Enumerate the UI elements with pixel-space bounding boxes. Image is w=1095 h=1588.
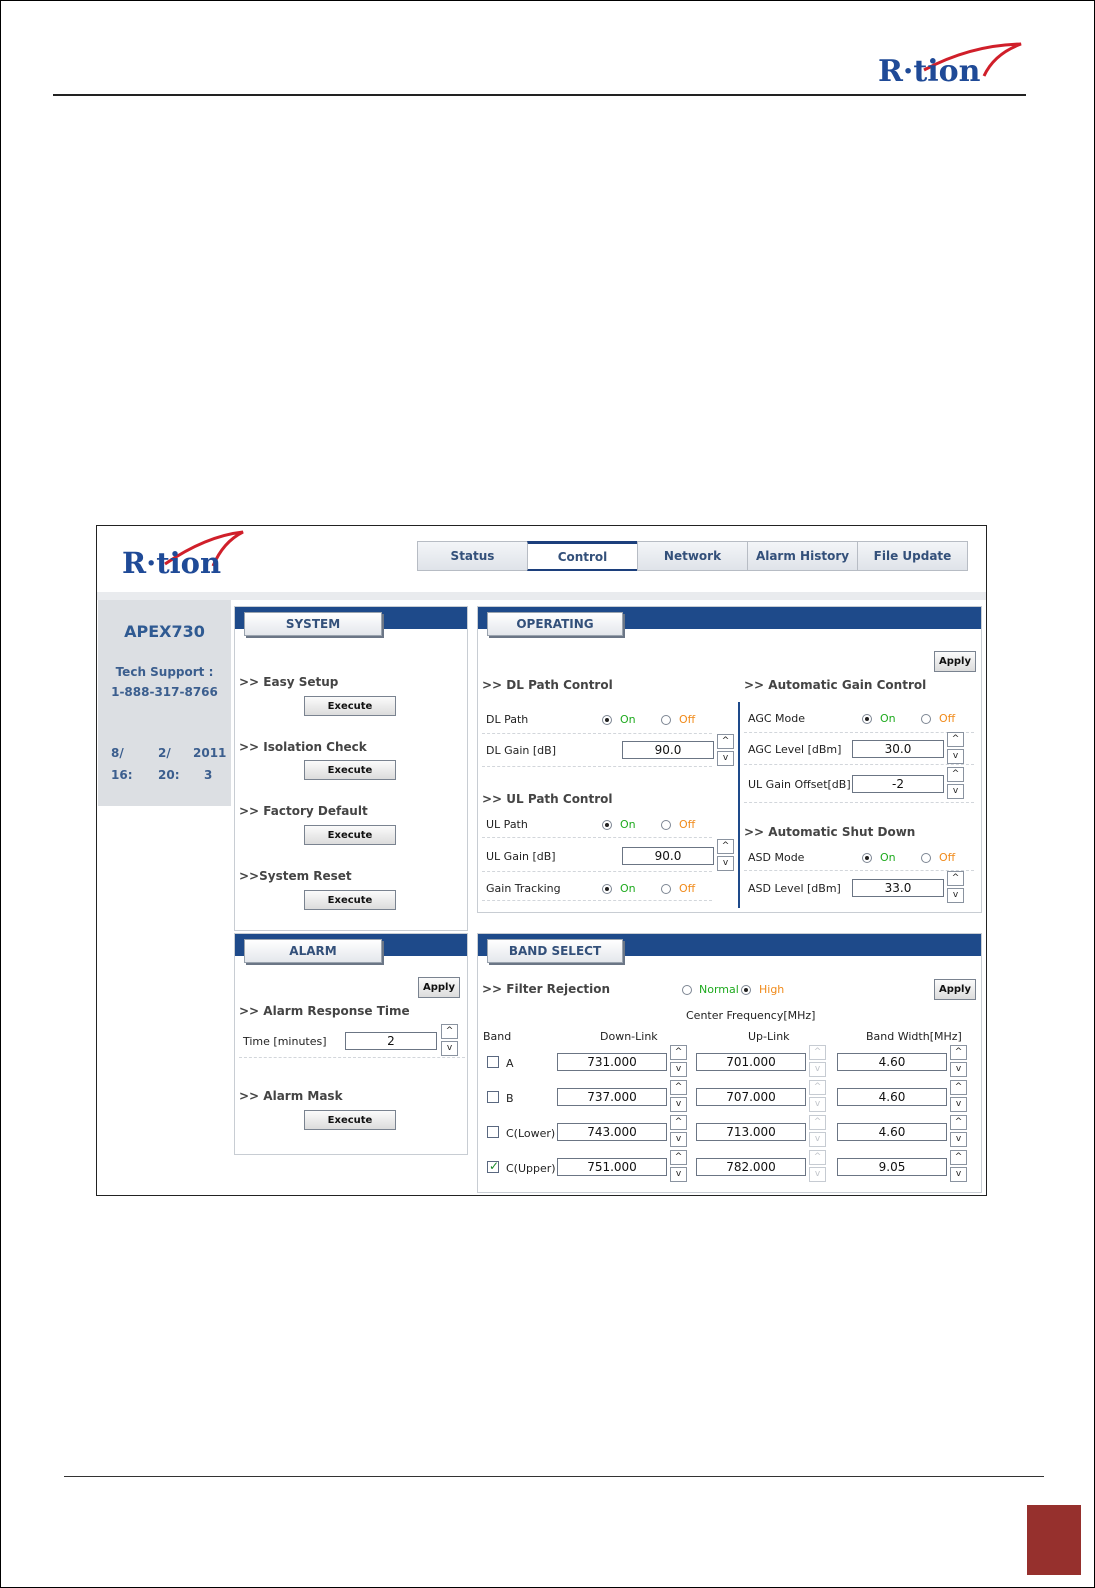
agc-mode-on-radio[interactable] — [862, 714, 872, 724]
time-hour: 16: — [111, 768, 133, 782]
col-up-link-header: Up-Link — [748, 1030, 790, 1043]
agc-level-input[interactable]: 30.0 — [852, 740, 944, 758]
band-c-upper-label: C(Upper) — [506, 1162, 556, 1175]
filter-rejection-heading: >> Filter Rejection — [482, 982, 611, 996]
alarm-time-input[interactable]: 2 — [345, 1032, 437, 1050]
date-day: 2/ — [158, 746, 171, 760]
ul-gain-offset-down-button[interactable]: v — [947, 784, 964, 799]
page-corner-block — [1027, 1505, 1081, 1575]
tab-file-update[interactable]: File Update — [857, 541, 968, 571]
ul-gain-input[interactable]: 90.0 — [622, 847, 714, 865]
agc-level-stepper — [947, 732, 964, 766]
band-b-bw-stepper — [950, 1080, 967, 1114]
band-a-label: A — [506, 1057, 514, 1070]
band-a-down-input[interactable]: 731.000 — [557, 1053, 667, 1071]
app-logo-text: R·tion — [122, 546, 222, 580]
band-a-down-stepper — [670, 1045, 687, 1079]
band-b-up-stepper — [809, 1080, 826, 1114]
asd-level-input[interactable]: 33.0 — [852, 879, 944, 897]
asd-level-down-button[interactable]: v — [947, 888, 964, 903]
divider — [482, 733, 712, 734]
agc-heading: >> Automatic Gain Control — [744, 678, 927, 692]
band-b-up-input[interactable]: 707.000 — [696, 1088, 806, 1106]
asd-mode-off-radio[interactable] — [921, 853, 931, 863]
checkmark-icon: ✓ — [489, 1159, 500, 1173]
band-c-upper-up-up-button: ^ — [809, 1150, 826, 1165]
easy-setup-execute-button[interactable]: Execute — [304, 696, 396, 716]
dl-path-off-label: Off — [679, 713, 696, 726]
web-ui-screenshot — [96, 525, 987, 1196]
ul-path-off-radio[interactable] — [661, 820, 671, 830]
band-a-down-up-button[interactable]: ^ — [670, 1045, 687, 1060]
tab-network[interactable]: Network — [637, 541, 748, 571]
asd-mode-label: ASD Mode — [748, 851, 805, 864]
band-b-bw-down-button[interactable]: v — [950, 1097, 967, 1112]
band-a-bw-stepper — [950, 1045, 967, 1079]
dl-path-on-label: On — [620, 713, 636, 726]
band-a-bw-up-button[interactable]: ^ — [950, 1045, 967, 1060]
ul-gain-label: UL Gain [dB] — [486, 850, 556, 863]
dl-path-label: DL Path — [486, 713, 529, 726]
asd-heading: >> Automatic Shut Down — [744, 825, 916, 839]
tab-status[interactable]: Status — [417, 541, 528, 571]
band-c-lower-bw-stepper — [950, 1115, 967, 1149]
alarm-response-heading: >> Alarm Response Time — [239, 1004, 410, 1018]
gain-tracking-off-radio[interactable] — [661, 884, 671, 894]
band-c-lower-down-down-button[interactable]: v — [670, 1132, 687, 1147]
band-c-upper-down-up-button[interactable]: ^ — [670, 1150, 687, 1165]
date-month: 8/ — [111, 746, 124, 760]
agc-mode-label: AGC Mode — [748, 712, 806, 725]
band-b-down-up-button[interactable]: ^ — [670, 1080, 687, 1095]
dl-gain-label: DL Gain [dB] — [486, 744, 556, 757]
band-select-panel-title: BAND SELECT — [487, 939, 623, 963]
band-a-up-stepper — [809, 1045, 826, 1079]
alarm-mask-heading: >> Alarm Mask — [239, 1089, 343, 1103]
band-c-lower-up-input[interactable]: 713.000 — [696, 1123, 806, 1141]
system-panel — [234, 606, 468, 931]
nav-tabs — [418, 541, 968, 571]
tab-control[interactable]: Control — [527, 541, 638, 571]
gain-tracking-off-label: Off — [679, 882, 696, 895]
asd-level-up-button[interactable]: ^ — [947, 871, 964, 886]
system-reset-heading: >>System Reset — [239, 869, 352, 883]
band-c-lower-bw-input[interactable]: 4.60 — [837, 1123, 947, 1141]
alarm-time-stepper — [441, 1024, 458, 1058]
ul-gain-stepper — [717, 839, 734, 873]
band-c-upper-bw-up-button[interactable]: ^ — [950, 1150, 967, 1165]
band-c-lower-label: C(Lower) — [506, 1127, 556, 1140]
isolation-check-heading: >> Isolation Check — [239, 740, 367, 754]
band-a-checkbox[interactable] — [487, 1056, 499, 1068]
agc-level-up-button[interactable]: ^ — [947, 732, 964, 747]
operating-column-separator — [738, 702, 740, 908]
dl-path-on-radio[interactable] — [602, 715, 612, 725]
ul-gain-offset-up-button[interactable]: ^ — [947, 767, 964, 782]
band-b-bw-up-button[interactable]: ^ — [950, 1080, 967, 1095]
dl-gain-stepper — [717, 734, 734, 768]
divider — [482, 837, 712, 838]
band-a-bw-input[interactable]: 4.60 — [837, 1053, 947, 1071]
system-panel-title: SYSTEM — [244, 612, 382, 636]
top-strip — [97, 592, 986, 600]
filter-normal-label: Normal — [699, 983, 739, 996]
band-c-upper-checkbox[interactable] — [487, 1161, 499, 1173]
tab-alarm-history[interactable]: Alarm History — [747, 541, 858, 571]
band-b-bw-input[interactable]: 4.60 — [837, 1088, 947, 1106]
band-apply-button[interactable]: Apply — [934, 979, 976, 1000]
gain-tracking-on-radio[interactable] — [602, 884, 612, 894]
center-frequency-label: Center Frequency[MHz] — [686, 1009, 816, 1022]
dl-gain-input[interactable]: 90.0 — [622, 741, 714, 759]
band-c-upper-down-stepper — [670, 1150, 687, 1184]
alarm-time-up-button[interactable]: ^ — [441, 1024, 458, 1039]
band-b-up-up-button: ^ — [809, 1080, 826, 1095]
band-c-lower-up-stepper — [809, 1115, 826, 1149]
asd-level-stepper — [947, 871, 964, 905]
dl-path-off-radio[interactable] — [661, 715, 671, 725]
divider — [744, 802, 974, 803]
tech-support-phone: 1-888-317-8766 — [111, 685, 218, 699]
band-c-lower-up-up-button: ^ — [809, 1115, 826, 1130]
tech-support — [98, 662, 231, 702]
asd-level-label: ASD Level [dBm] — [748, 882, 841, 895]
band-c-lower-down-input[interactable]: 743.000 — [557, 1123, 667, 1141]
header-rule — [53, 94, 1026, 96]
band-a-up-input[interactable]: 701.000 — [696, 1053, 806, 1071]
operating-panel — [477, 606, 982, 913]
alarm-mask-execute-button[interactable]: Execute — [304, 1110, 396, 1130]
divider — [744, 732, 974, 733]
agc-mode-on-label: On — [880, 712, 896, 725]
divider — [482, 871, 712, 872]
band-c-upper-up-down-button: v — [809, 1167, 826, 1182]
band-a-up-up-button: ^ — [809, 1045, 826, 1060]
band-c-upper-up-stepper — [809, 1150, 826, 1184]
band-c-lower-up-down-button: v — [809, 1132, 826, 1147]
dl-gain-down-button[interactable]: v — [717, 751, 734, 766]
divider — [482, 900, 712, 901]
band-c-upper-down-input[interactable]: 751.000 — [557, 1158, 667, 1176]
agc-mode-off-radio[interactable] — [921, 714, 931, 724]
band-b-checkbox[interactable] — [487, 1091, 499, 1103]
alarm-time-label: Time [minutes] — [243, 1035, 327, 1048]
ul-gain-down-button[interactable]: v — [717, 856, 734, 871]
alarm-apply-button[interactable]: Apply — [418, 977, 460, 998]
footer-rule — [64, 1476, 1044, 1477]
band-c-lower-bw-down-button[interactable]: v — [950, 1132, 967, 1147]
system-reset-execute-button[interactable]: Execute — [304, 890, 396, 910]
factory-default-heading: >> Factory Default — [239, 804, 368, 818]
col-band-width-header: Band Width[MHz] — [866, 1030, 962, 1043]
time-second: 3 — [204, 768, 213, 782]
dl-path-heading: >> DL Path Control — [482, 678, 613, 692]
agc-level-label: AGC Level [dBm] — [748, 743, 842, 756]
asd-mode-off-label: Off — [939, 851, 956, 864]
band-b-up-down-button: v — [809, 1097, 826, 1112]
band-select-panel — [477, 933, 982, 1193]
agc-level-down-button[interactable]: v — [947, 749, 964, 764]
easy-setup-heading: >> Easy Setup — [239, 675, 339, 689]
alarm-time-down-button[interactable]: v — [441, 1041, 458, 1056]
band-c-lower-checkbox[interactable] — [487, 1126, 499, 1138]
date-year: 2011 — [193, 746, 227, 760]
operating-apply-button[interactable]: Apply — [934, 651, 976, 672]
agc-mode-off-label: Off — [939, 712, 956, 725]
model-name: APEX730 — [124, 622, 205, 641]
ul-path-heading: >> UL Path Control — [482, 792, 613, 806]
band-c-upper-up-input[interactable]: 782.000 — [696, 1158, 806, 1176]
band-c-lower-down-up-button[interactable]: ^ — [670, 1115, 687, 1130]
band-b-down-down-button[interactable]: v — [670, 1097, 687, 1112]
band-b-down-stepper — [670, 1080, 687, 1114]
col-down-link-header: Down-Link — [600, 1030, 658, 1043]
tech-support-label: Tech Support : — [115, 665, 214, 679]
document-logo — [876, 40, 1026, 90]
gain-tracking-label: Gain Tracking — [486, 882, 561, 895]
ul-gain-offset-label: UL Gain Offset[dB] — [748, 778, 851, 791]
band-c-upper-bw-input[interactable]: 9.05 — [837, 1158, 947, 1176]
factory-default-execute-button[interactable]: Execute — [304, 825, 396, 845]
filter-normal-radio[interactable] — [682, 985, 692, 995]
ul-gain-up-button[interactable]: ^ — [717, 839, 734, 854]
band-a-bw-down-button[interactable]: v — [950, 1062, 967, 1077]
filter-high-radio[interactable] — [741, 985, 751, 995]
band-c-upper-down-down-button[interactable]: v — [670, 1167, 687, 1182]
document-logo-text: R·tion — [878, 54, 981, 89]
ul-path-on-label: On — [620, 818, 636, 831]
ul-gain-offset-input[interactable]: -2 — [852, 775, 944, 793]
ul-gain-offset-stepper — [947, 767, 964, 801]
alarm-panel-title: ALARM — [244, 939, 382, 963]
ul-path-label: UL Path — [486, 818, 528, 831]
band-a-up-down-button: v — [809, 1062, 826, 1077]
alarm-panel — [234, 933, 468, 1155]
col-band-header: Band — [483, 1030, 512, 1043]
asd-mode-on-radio[interactable] — [862, 853, 872, 863]
band-c-lower-down-stepper — [670, 1115, 687, 1149]
band-c-upper-bw-stepper — [950, 1150, 967, 1184]
band-c-upper-bw-down-button[interactable]: v — [950, 1167, 967, 1182]
isolation-check-execute-button[interactable]: Execute — [304, 760, 396, 780]
divider — [744, 764, 974, 765]
band-a-down-down-button[interactable]: v — [670, 1062, 687, 1077]
ul-path-off-label: Off — [679, 818, 696, 831]
divider — [239, 1057, 465, 1058]
time-minute: 20: — [158, 768, 180, 782]
asd-mode-on-label: On — [880, 851, 896, 864]
divider — [482, 766, 712, 767]
app-logo — [121, 528, 251, 580]
divider — [744, 870, 974, 871]
dl-gain-up-button[interactable]: ^ — [717, 734, 734, 749]
band-c-lower-bw-up-button[interactable]: ^ — [950, 1115, 967, 1130]
band-b-down-input[interactable]: 737.000 — [557, 1088, 667, 1106]
gain-tracking-on-label: On — [620, 882, 636, 895]
band-b-label: B — [506, 1092, 514, 1105]
sidebar-info — [98, 600, 231, 806]
operating-panel-title: OPERATING — [487, 612, 623, 636]
ul-path-on-radio[interactable] — [602, 820, 612, 830]
filter-high-label: High — [759, 983, 785, 996]
